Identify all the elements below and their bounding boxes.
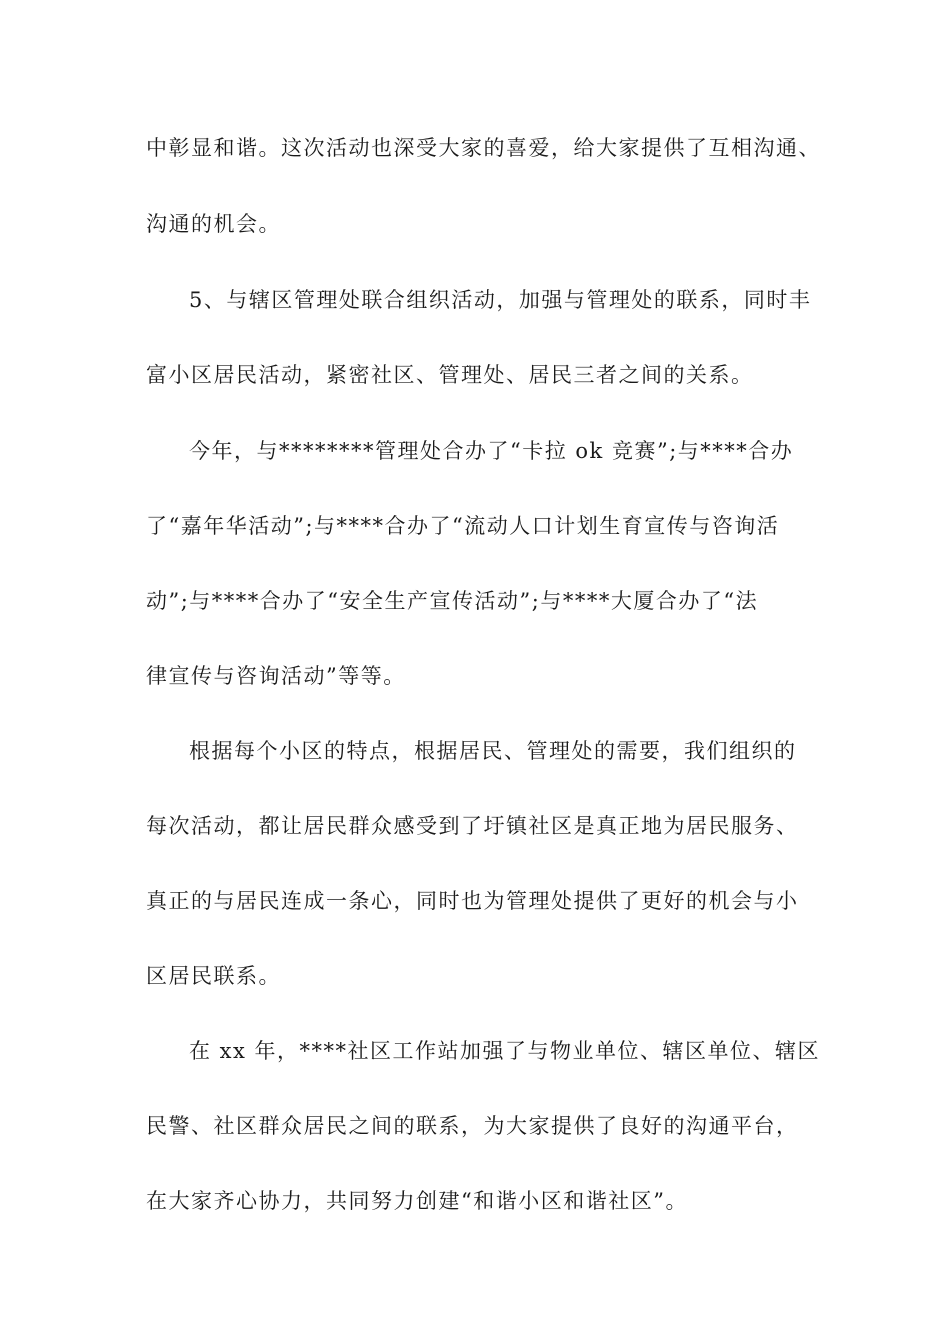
text-line: 律宣传与咨询活动”等等。 [146,664,406,688]
text-line: 沟通的机会。 [146,212,281,236]
text-line: 民警、社区群众居民之间的联系，为大家提供了良好的沟通平台， [146,1114,799,1138]
text-line: 在 xx 年，****社区工作站加强了与物业单位、辖区单位、辖区 [189,1039,821,1063]
text-line: 真正的与居民连成一条心，同时也为管理处提供了更好的机会与小 [146,889,799,913]
text-line: 动”;与****合办了“安全生产宣传活动”;与****大厦合办了“法 [146,589,759,613]
text-line: 了“嘉年华活动”;与****合办了“流动人口计划生育宣传与咨询活 [146,514,780,538]
text-line: 今年，与********管理处合办了“卡拉 ok 竞赛”;与****合办 [189,439,794,463]
text-line: 每次活动，都让居民群众感受到了圩镇社区是真正地为居民服务、 [146,814,799,838]
text-line: 5、与辖区管理处联合组织活动，加强与管理处的联系，同时丰 [189,288,812,312]
text-line: 富小区居民活动，紧密社区、管理处、居民三者之间的关系。 [146,363,754,387]
text-line: 在大家齐心协力，共同努力创建“和谐小区和谐社区”。 [146,1189,688,1213]
text-line: 中彰显和谐。这次活动也深受大家的喜爱，给大家提供了互相沟通、 [146,136,821,160]
text-line: 区居民联系。 [146,964,281,988]
text-line: 根据每个小区的特点，根据居民、管理处的需要，我们组织的 [189,739,797,763]
